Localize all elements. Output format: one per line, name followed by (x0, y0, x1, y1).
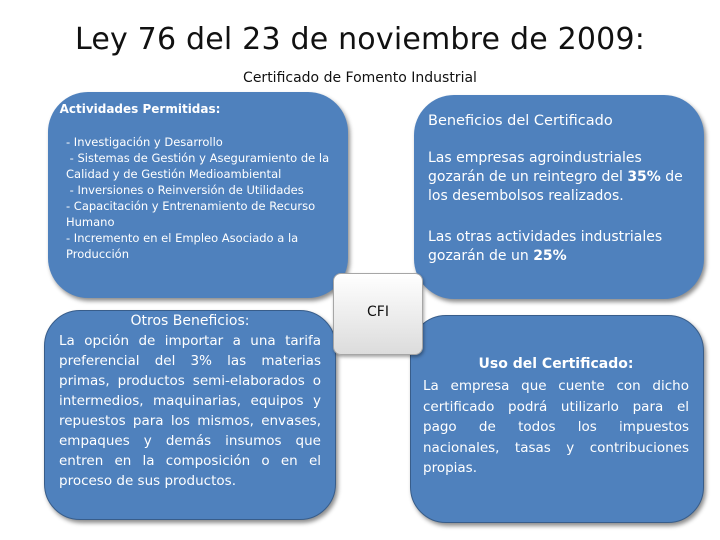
beneficio-otras (428, 228, 690, 266)
cfi-center-box: CFI (333, 273, 423, 355)
slide-subtitle: Certificado de Fomento Industrial (243, 70, 477, 86)
slide-title: Ley 76 del 23 de noviembre de 2009: (74, 22, 646, 57)
uso-certificado-box (410, 315, 704, 523)
beneficio-text: de los desembolsos realizados. (428, 169, 683, 204)
uso-text: La empresa que cuente con dicho certificado podrá utilizarlo para el pago de todos los impuestos nacionales, tasas y contribuciones propias. (423, 378, 689, 476)
beneficios-title: Beneficios del Certificado (428, 113, 613, 129)
otros-beneficios-box (44, 310, 336, 520)
actividades-title: Actividades Permitidas: (59, 102, 221, 116)
list-item: - Investigación y Desarrollo (66, 135, 223, 149)
percentage-35: 35% (627, 169, 661, 185)
beneficios-box (414, 95, 704, 299)
list-item: - Incremento en el Empleo Asociado a la Producción (66, 231, 299, 261)
list-item: - Sistemas de Gestión y Aseguramiento de la Calidad y de Gestión Medioambiental (66, 151, 333, 181)
uso-title: Uso del Certificado: (478, 356, 634, 372)
actividades-permitidas-box (48, 92, 348, 298)
otros-text: La opción de importar a una tarifa preferencial del 3% las materias primas, productos semi-elaborados o intermedios, maquinarias, equipos y repuestos para los mismos, envases, empaques y demás insumos que entren en la composición o en el proceso de sus productos. (59, 333, 321, 489)
list-item: - Capacitación y Entrenamiento de Recurso Humano (66, 199, 316, 229)
beneficio-agroindustrial (428, 149, 690, 206)
beneficio-text: Las otras actividades industriales gozarán de un (428, 229, 663, 264)
beneficio-text: Las empresas agroindustriales gozarán de un reintegro del (428, 150, 642, 185)
percentage-25: 25% (533, 248, 567, 264)
otros-title: Otros Beneficios: (130, 313, 250, 329)
list-item: - Inversiones o Reinversión de Utilidades (66, 183, 304, 197)
